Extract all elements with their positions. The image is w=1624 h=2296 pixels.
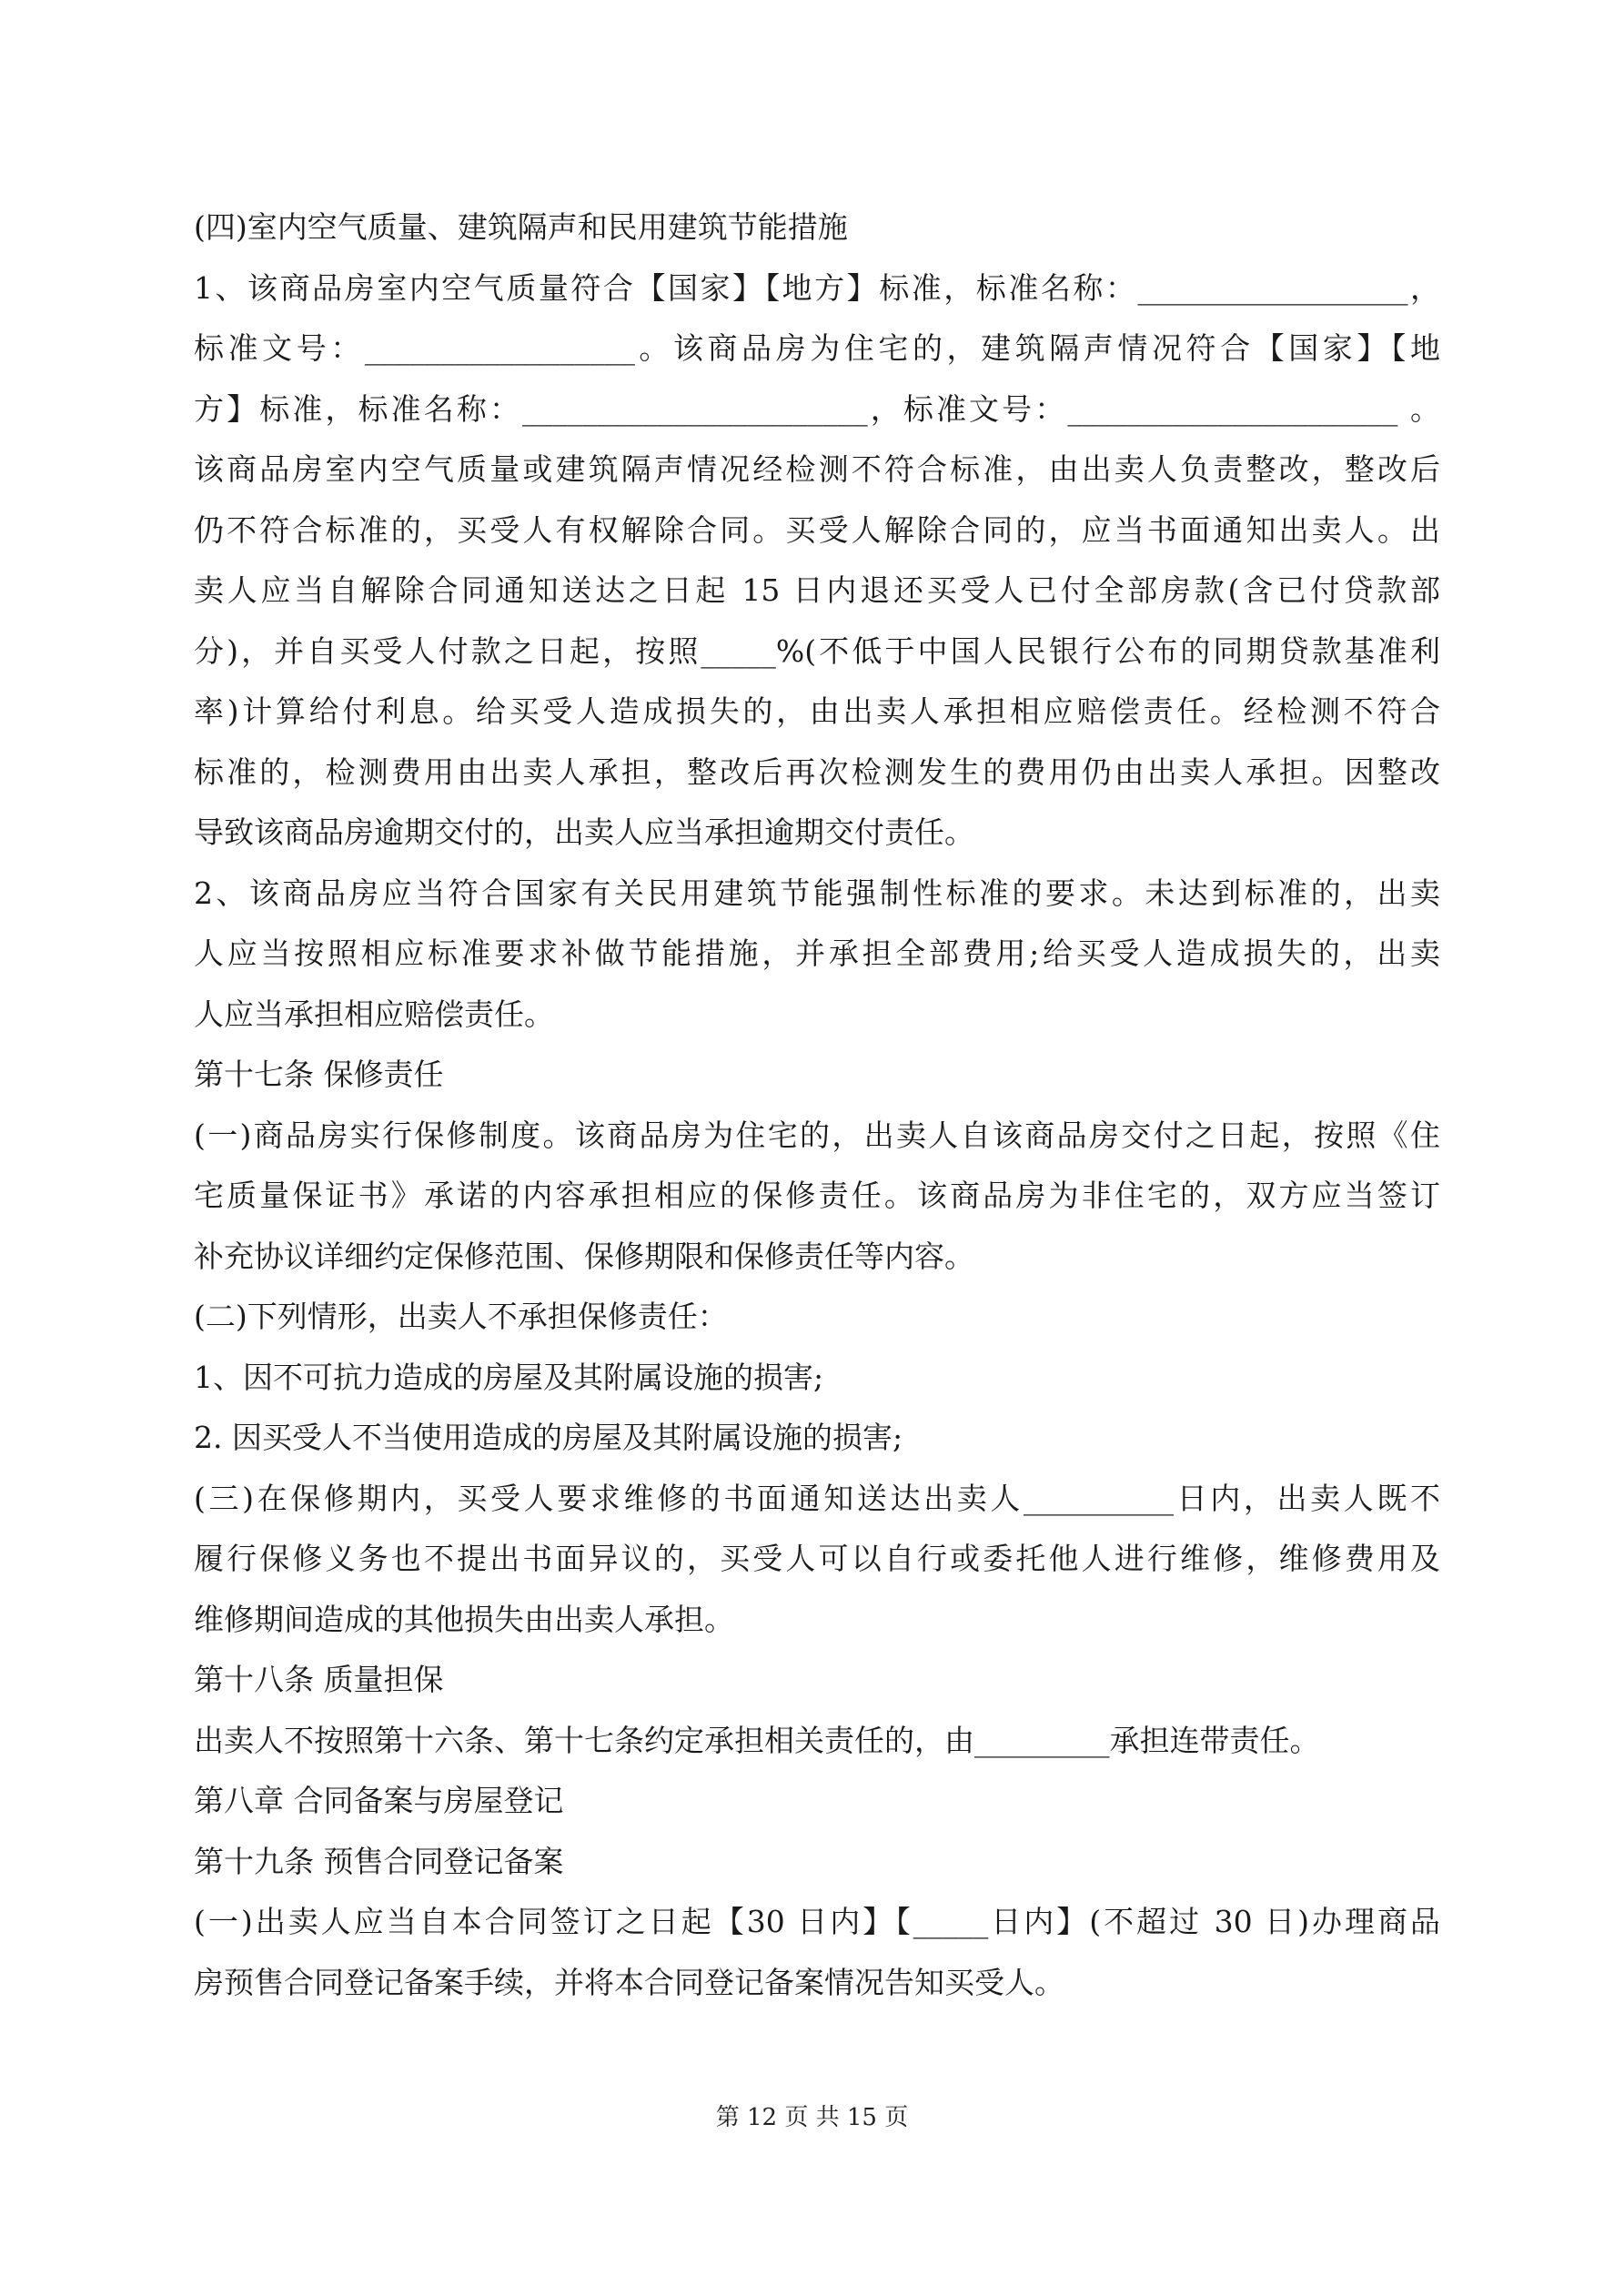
text-line: 履行保修义务也不提出书面异议的，买受人可以自行或委托他人进行维修，维修费用及 (194, 1541, 1440, 1576)
text-line: 卖人应当自解除合同通知送达之日起 15 日内退还买受人已付全部房款(含已付贷款部 (194, 572, 1440, 608)
text-line: 1、因不可抗力造成的房屋及其附属设施的损害; (194, 1359, 824, 1395)
text-line: (一)出卖人应当自本合同签订之日起【30 日内】【_____日内】(不超过 30 日)办理商品 (194, 1904, 1440, 1939)
text-line: (一)商品房实行保修制度。该商品房为住宅的，出卖人自该商品房交付之日起，按照《住 (194, 1117, 1440, 1153)
text-line: 维修期间造成的其他损失由出卖人承担。 (194, 1601, 734, 1637)
page-footer (0, 2099, 1624, 2132)
text-line: 仍不符合标准的，买受人有权解除合同。买受人解除合同的，应当书面通知出卖人。出 (194, 511, 1440, 548)
text-line: 率)计算给付利息。给买受人造成损失的，由出卖人承担相应赔偿责任。经检测不符合 (194, 693, 1440, 729)
text-line: 1、该商品房室内空气质量符合【国家】【地方】标准，标准名称：__________________， (194, 269, 1440, 306)
text-line: 宅质量保证书》承诺的内容承担相应的保修责任。该商品房为非住宅的，双方应当签订 (194, 1178, 1440, 1213)
text-line: (四)室内空气质量、建筑隔声和民用建筑节能措施 (194, 209, 848, 245)
text-line: 标准文号：__________________。该商品房为住宅的，建筑隔声情况符合【国家】【地 (194, 330, 1440, 366)
text-line: 人应当按照相应标准要求补做节能措施，并承担全部费用;给买受人造成损失的，出卖 (194, 936, 1440, 971)
text-line: 方】标准，标准名称：_______________________，标准文号：______________________ 。 (194, 390, 1440, 427)
text-line: 导致该商品房逾期交付的，出卖人应当承担逾期交付责任。 (194, 814, 974, 850)
text-line: 该商品房室内空气质量或建筑隔声情况经检测不符合标准，由出卖人负责整改，整改后 (194, 451, 1440, 487)
text-line: 第十八条 质量担保 (194, 1662, 444, 1697)
document-body (194, 202, 1440, 2018)
text-line: 第八章 合同备案与房屋登记 (194, 1783, 564, 1818)
text-line: (三)在保修期内，买受人要求维修的书面通知送达出卖人__________日内，出卖人既不 (194, 1480, 1440, 1516)
text-line: 出卖人不按照第十六条、第十七条约定承担相关责任的，由_________承担连带责任。 (194, 1722, 1320, 1758)
text-line: 标准的，检测费用由出卖人承担，整改后再次检测发生的费用仍由出卖人承担。因整改 (194, 754, 1440, 790)
text-line: 第十七条 保修责任 (194, 1057, 444, 1092)
text-line: 分)，并自买受人付款之日起，按照_____%(不低于中国人民银行公布的同期贷款基准利 (194, 632, 1440, 669)
text-line: 补充协议详细约定保修范围、保修期限和保修责任等内容。 (194, 1238, 974, 1274)
text-line: 人应当承担相应赔偿责任。 (194, 996, 554, 1032)
text-line: 第十九条 预售合同登记备案 (194, 1843, 564, 1879)
text-line: 2、该商品房应当符合国家有关民用建筑节能强制性标准的要求。未达到标准的，出卖 (194, 875, 1440, 911)
text-line: (二)下列情形，出卖人不承担保修责任： (194, 1299, 728, 1334)
text-line: 2. 因买受人不当使用造成的房屋及其附属设施的损害; (194, 1420, 903, 1455)
text-line: 房预售合同登记备案手续，并将本合同登记备案情况告知买受人。 (194, 1964, 1064, 2000)
page-number: 第 12 页 共 15 页 (715, 2104, 909, 2131)
